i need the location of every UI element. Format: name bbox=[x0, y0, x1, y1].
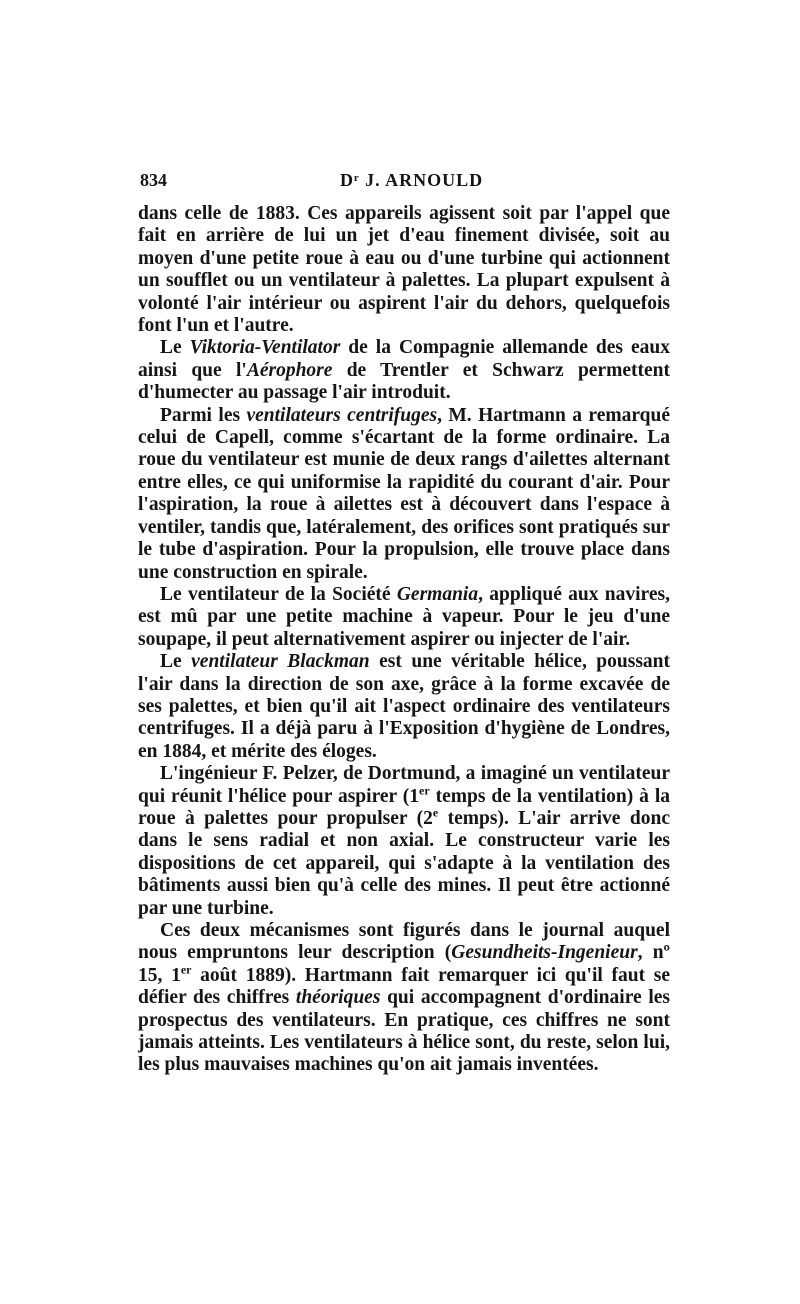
italic-text: Germania bbox=[396, 583, 479, 605]
text-run: L'ingénieur F. Pelzer, de Dortmund, a imaginé un ventilateur qui réunit l'hélice pour aspirer (1 bbox=[138, 763, 670, 807]
text-run: Le ventilateur de la Société bbox=[160, 583, 397, 605]
superscript-text: er bbox=[180, 962, 192, 977]
text-run: temps de la ventilation) à la roue à palettes pour propulser (2 bbox=[138, 785, 670, 829]
text-run: , nº 15, 1 bbox=[138, 942, 670, 986]
paragraph bbox=[138, 337, 670, 404]
superscript-text: er bbox=[419, 783, 430, 798]
page-header bbox=[140, 170, 668, 194]
text-run: de Trentler et Schwarz permettent d'humecter au passage l'air introduit. bbox=[138, 359, 670, 404]
italic-text: ventilateurs centrifuges bbox=[246, 404, 438, 426]
text-run: Le bbox=[160, 337, 190, 359]
superscript-text: e bbox=[432, 805, 439, 820]
text-run: , appliqué aux navires, est mû par une petite machine à vapeur. Pour le jeu d'une soupape, il peut alternativement aspirer ou injecter de l'air. bbox=[138, 583, 670, 650]
text-run: , M. Hartmann a remarqué celui de Capell, comme s'écartant de la forme ordinaire. La roue du ventilateur est munie de deux rangs d'ailettes alternant entre elles, ce qui uniformise la rapidité du courant d'air. Pour l'aspiration, la roue à ailettes est à découvert dans l'espace à ventiler, tandis que, latéralement, des orifices sont pratiqués sur le tube d'aspiration. Pour la propulsion, elle trouve place dans une construction en spirale. bbox=[138, 404, 671, 583]
text-run: Parmi les bbox=[160, 404, 247, 426]
italic-text: Viktoria-Ventilator bbox=[189, 337, 341, 359]
paragraph bbox=[138, 763, 670, 920]
text-run: temps). L'air arrive donc dans le sens radial et non axial. Le constructeur varie les dispositions de cet appareil, qui s'adapte à la ventilation des bâtiments aussi bien qu'à celle des mines. Il peut être actionné par une turbine. bbox=[138, 807, 670, 919]
body-text bbox=[138, 203, 670, 1077]
paragraph bbox=[138, 651, 670, 763]
paragraph bbox=[138, 920, 670, 1077]
text-run: de la Compagnie allemande des eaux ainsi que l' bbox=[138, 337, 670, 381]
text-run: est une véritable hélice, poussant l'air dans la direction de son axe, grâce à la forme excavée de ses palettes, et bien qu'il ait l'aspect ordinaire des ventilateurs centrifuges. Il a déjà paru à l'Exposition d'hygiène de Londres, en 1884, et mérite des éloges. bbox=[138, 651, 671, 762]
italic-text: Aérophore bbox=[246, 359, 333, 381]
paragraph bbox=[138, 584, 670, 651]
paragraph bbox=[138, 203, 670, 337]
text-run: Le bbox=[160, 651, 192, 673]
text-run: dans celle de 1883. Ces appareils agissent soit par l'appel que fait en arrière de lui un jet d'eau finement divisée, soit au moyen d'une petite roue à eau ou d'une turbine qui actionnent un soufflet ou un ventilateur à palettes. La plupart expulsent à volonté l'air intérieur ou aspirent l'air du dehors, quelquefois font l'un et l'autre. bbox=[138, 203, 670, 337]
italic-text: ventilateur Blackman bbox=[191, 651, 370, 673]
page-number: 834 bbox=[140, 170, 167, 190]
running-head: Dʳ J. ARNOULD bbox=[340, 170, 484, 190]
italic-text: Gesundheits-Ingenieur bbox=[451, 942, 638, 964]
text-run: Ces deux mécanismes sont figurés dans le journal auquel nous empruntons leur description ( bbox=[138, 920, 670, 964]
text-run: août 1889). Hartmann fait remarquer ici qu'il faut se défier des chiffres bbox=[138, 964, 671, 1009]
italic-text: théoriques bbox=[295, 987, 381, 1009]
paragraph bbox=[138, 405, 670, 584]
text-run: qui accompagnent d'ordinaire les prospectus des ventilateurs. En pratique, ces chiffres ne sont jamais atteints. Les ventilateurs à hélice sont, du reste, selon lui, les plus mauvaises machines qu'on ait jamais inventées. bbox=[138, 987, 670, 1076]
